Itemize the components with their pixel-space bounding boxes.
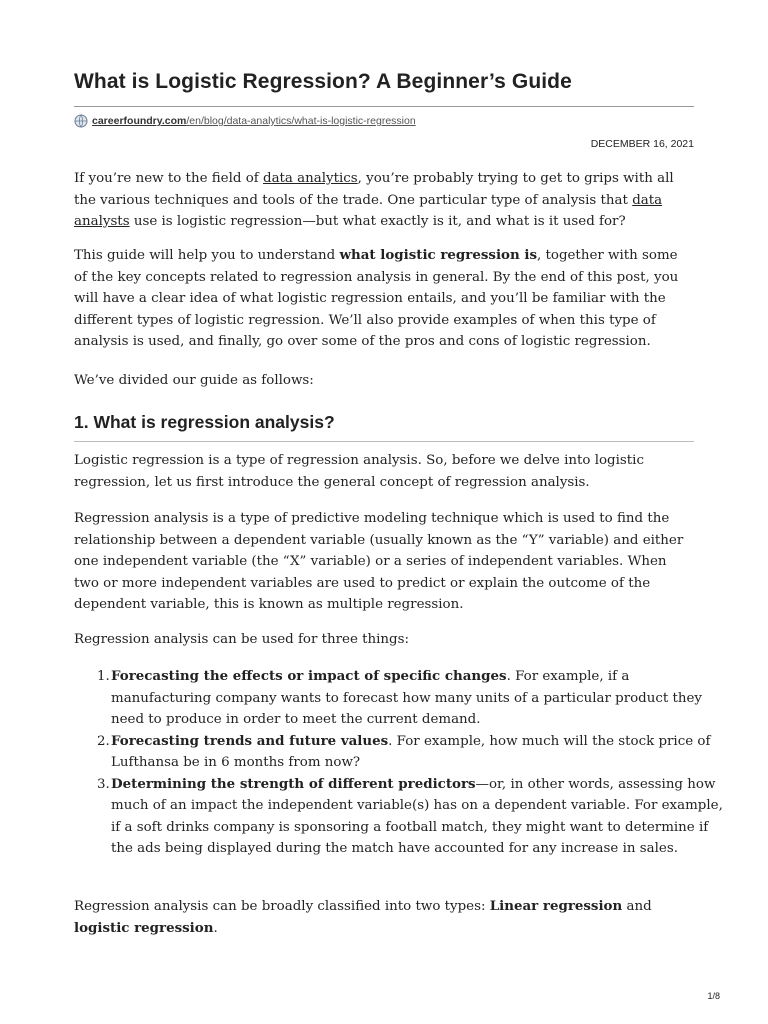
uses-list (74, 666, 731, 860)
list-item-bold: Forecasting the effects or impact of specific changes (111, 668, 507, 684)
section-paragraph-3: Regression analysis can be used for three things: (74, 632, 410, 647)
section-divider (74, 441, 694, 442)
globe-icon (74, 114, 88, 128)
text-run: use is logistic regression—but what exactly is it, and what is it used for? (129, 214, 626, 229)
list-item-text: —or, in other words, assessing how much of an impact the independent variable(s) has on a dependent variable. For example, if a soft drinks company is sponsoring a football match, they might want to determine if the ads being displayed during the match have accounted for any increase in sales. (111, 776, 723, 856)
list-item-text: . For example, if a manufacturing company wants to forecast how many units of a particular product they need to produce in order to meet the current demand. (111, 669, 702, 727)
text-run: , you’re probably trying to get to grips with all the various techniques and tools of the trade. One particular type of analysis that (74, 171, 674, 208)
intro-paragraph-3: We’ve divided our guide as follows: (74, 373, 314, 388)
publish-date: DECEMBER 16, 2021 (590, 138, 694, 150)
list-item (97, 666, 731, 731)
intro-paragraph-1 (74, 168, 694, 233)
text-run: , together with some of the key concepts related to regression analysis in general. By the end of this post, you will have a clear idea of what logistic regression entails, and you’ll be familiar with the different types of logistic regression. We’ll also provide examples of when this type of analysis is used, and finally, go over some of the pros and cons of logistic regression. (74, 248, 679, 349)
bold-text: Linear regression (489, 898, 623, 914)
list-number: 1. (97, 669, 110, 684)
data-analytics-link[interactable]: data analytics (263, 171, 358, 186)
text-run: Regression analysis can be broadly classified into two types: (74, 899, 490, 914)
text-run: This guide will help you to understand (74, 248, 340, 263)
list-item-bold: Forecasting trends and future values (111, 732, 389, 749)
list-item (97, 774, 731, 860)
list-item (97, 731, 731, 774)
bold-text: logistic regression (74, 919, 214, 936)
text-run: and (622, 899, 652, 914)
title-divider (74, 106, 694, 107)
section-heading: 1. What is regression analysis? (74, 412, 335, 432)
section-paragraph-1: Logistic regression is a type of regression analysis. So, before we delve into logistic regression, let us first introduce the general concept of regression analysis. (74, 453, 644, 490)
section-paragraph-2: Regression analysis is a type of predictive modeling technique which is used to find the relationship between a dependent variable (usually known as the “Y” variable) and either one independent variable (the “X” variable) or a series of independent variables. When two or more independent variables are used to predict or explain the outcome of the dependent variable, this is known as multiple regression. (74, 511, 684, 612)
list-number: 3. (97, 776, 110, 792)
source-url[interactable] (74, 113, 416, 129)
list-item-bold: Determining the strength of different predictors (111, 775, 476, 792)
text-run: If you’re new to the field of (74, 171, 263, 186)
text-run: . (213, 920, 218, 936)
source-domain[interactable]: careerfoundry.com (92, 115, 187, 127)
data-analysts-link[interactable]: data analysts (74, 192, 663, 229)
page-number: 1/8 (707, 991, 720, 1001)
intro-paragraph-2 (74, 245, 694, 353)
list-item-text: . For example, how much will the stock price of Lufthansa be in 6 months from now? (111, 733, 711, 770)
section-paragraph-4 (74, 896, 694, 939)
source-path[interactable]: /en/blog/data-analytics/what-is-logistic-regression (186, 115, 416, 127)
bold-text: what logistic regression is (339, 247, 537, 263)
list-number: 2. (97, 733, 110, 749)
page-title: What is Logistic Regression? A Beginner’s Guide (74, 70, 572, 93)
